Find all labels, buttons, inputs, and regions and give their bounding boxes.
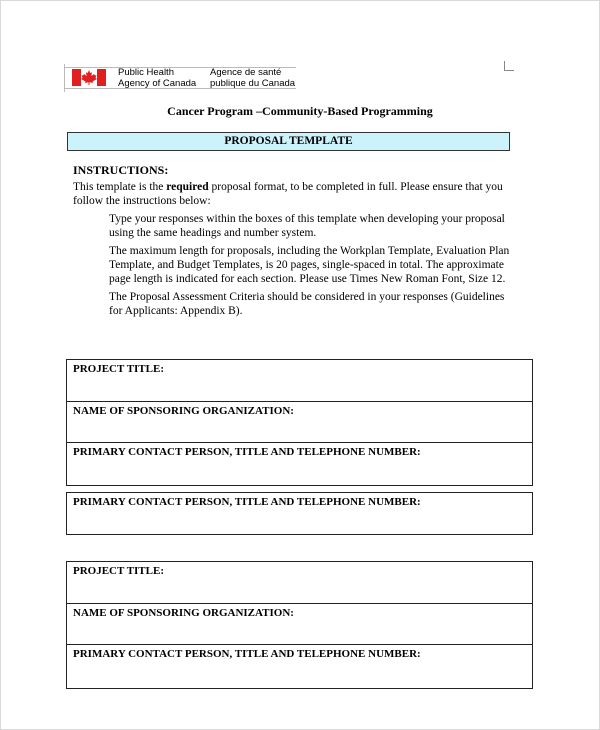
project-title-field[interactable] [67,562,532,604]
agency-fr-line1: Agence de santé [210,67,282,78]
agency-name-french [210,68,295,89]
primary-contact-label: PRIMARY CONTACT PERSON, TITLE AND TELEPHONE NUMBER: [73,496,421,508]
intro-text-after: proposal format, to be completed in full. Please ensure that you follow the instructions below: [73,181,503,207]
primary-contact-field[interactable] [67,645,532,688]
agency-name-english [118,68,196,89]
agency-en-line2: Agency of Canada [118,77,197,89]
sponsoring-organization-label: NAME OF SPONSORING ORGANIZATION: [73,405,294,417]
project-title-label: PROJECT TITLE: [73,363,164,375]
sponsoring-organization-field[interactable] [67,604,532,645]
proposal-template-banner: PROPOSAL TEMPLATE [67,132,510,151]
maple-leaf-icon [81,70,97,85]
instructions-section [73,163,513,322]
primary-contact-field[interactable] [67,493,532,534]
project-title-label: PROJECT TITLE: [73,565,164,577]
agency-header [64,64,300,94]
instructions-intro [73,180,513,208]
sponsoring-organization-label: NAME OF SPONSORING ORGANIZATION: [73,607,294,619]
intro-text-before: This template is the [73,181,167,193]
project-info-form-2 [66,492,533,535]
intro-required-word: required [166,181,209,193]
primary-contact-label: PRIMARY CONTACT PERSON, TITLE AND TELEPHONE NUMBER: [73,648,421,660]
flag-left-band [72,69,81,86]
agency-en-line1: Public Health [118,67,174,78]
flag-right-band [97,69,106,86]
margin-corner-mark [504,61,514,71]
instruction-item: Type your responses within the boxes of this template when developing your proposal using the same headings and number system. [109,213,505,239]
primary-contact-field[interactable] [67,443,532,485]
canada-flag-icon [72,69,106,86]
agency-fr-line2: publique du Canada [210,77,296,89]
program-title: Cancer Program –Community-Based Programming [167,104,433,118]
project-title-field[interactable] [67,360,532,402]
instruction-item: The Proposal Assessment Criteria should be considered in your responses (Guidelines for Applicants: Appendix B). [109,291,505,317]
instructions-heading: INSTRUCTIONS: [73,163,169,177]
project-info-form-3 [66,561,533,689]
header-rule-left [64,64,65,92]
instruction-item: The maximum length for proposals, including the Workplan Template, Evaluation Plan Template, and Budget Templates, is 20 pages, single-spaced in total. The approximate page length is indicated for each section. Please use Times New Roman Font, Size 12. [109,245,510,285]
sponsoring-organization-field[interactable] [67,402,532,443]
primary-contact-label: PRIMARY CONTACT PERSON, TITLE AND TELEPHONE NUMBER: [73,446,421,458]
project-info-form-1 [66,359,533,486]
